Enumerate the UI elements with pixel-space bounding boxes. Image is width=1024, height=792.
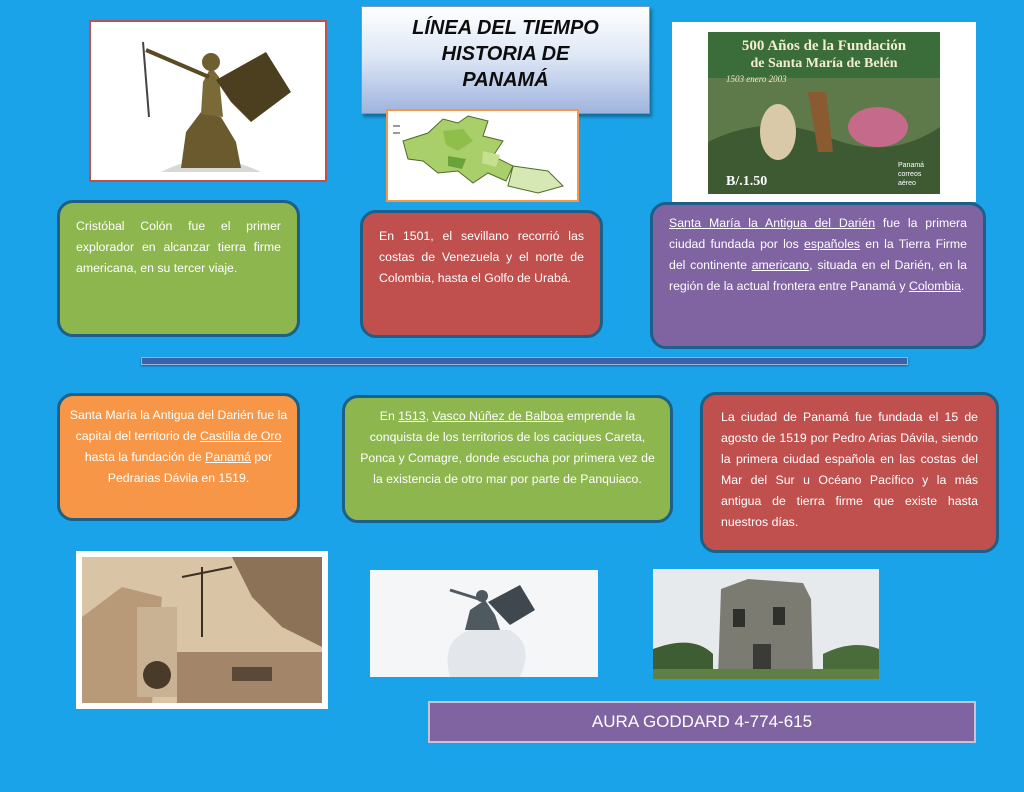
link-castilla-de-oro[interactable]: Castilla de Oro: [200, 429, 282, 443]
stamp-header-2: de Santa María de Belén: [750, 56, 898, 71]
link-espanoles[interactable]: españoles: [804, 237, 861, 251]
author-footer: [428, 701, 976, 743]
card-sevillano-text: En 1501, el sevillano recorrió las costas de Venezuela y el norte de Colombia, hasta el Golfo de Urabá.: [379, 229, 584, 285]
title-line-2: HISTORIA DE: [441, 43, 570, 65]
stamp-frame: [708, 32, 940, 194]
antigua-text-2: en la Tierra Firme del continente: [669, 237, 967, 272]
card-sevillano: [360, 210, 603, 338]
card-colon-text: Cristóbal Colón fue el primer explorador en alcanzar tierra firme americana, en su tercer viaje.: [76, 219, 281, 275]
card-ciudad: [700, 392, 999, 553]
card-colon: [57, 200, 300, 337]
antigua-text-1: fue la primera ciudad fundada por los: [669, 216, 967, 251]
balboa-text-0: En: [379, 409, 399, 423]
stamp-corner-2: correos: [898, 171, 922, 178]
timeline-divider: [141, 357, 908, 365]
card-antigua: [650, 202, 986, 349]
balboa-text-2: emprende la conquista de los territorios de los caciques Careta, Ponca y Comagre, donde escucha por primera vez de la existencia de otro mar por parte de Panquiaco.: [360, 409, 655, 486]
timeline-title: [361, 6, 650, 114]
link-1513[interactable]: 1513: [398, 409, 426, 423]
map-illustration: [388, 111, 577, 200]
stamp-corner-3: aéreo: [898, 180, 916, 187]
card-capital: [57, 393, 300, 521]
colon-statue-photo: [89, 20, 327, 182]
balboa-text-1: ,: [425, 409, 433, 423]
author-name: AURA GODDARD 4-774-615: [591, 712, 813, 731]
card-ciudad-text: La ciudad de Panamá fue fundada el 15 de agosto de 1519 por Pedro Arias Dávila, siendo la primera ciudad española en las costas del Mar del Sur u Océano Pacífico y la más antigua de tierra firme que existe hasta nuestros días.: [721, 410, 978, 529]
balboa-statue-photo: [370, 570, 598, 677]
stamp-date: 1503 enero 2003: [726, 74, 787, 84]
construction-illustration: [82, 557, 322, 703]
stamp-corner-1: Panamá: [898, 162, 925, 169]
capital-text-2: hasta la fundación de: [84, 450, 206, 464]
link-colombia[interactable]: Colombia: [908, 279, 961, 293]
balboa-statue-illustration: [370, 570, 598, 677]
map-panama-image: [386, 109, 579, 202]
link-santa-maria-antigua[interactable]: Santa María la Antigua del Darién: [669, 216, 876, 230]
title-line-1: LÍNEA DEL TIEMPO: [412, 17, 599, 39]
statue-illustration: [91, 22, 325, 180]
link-panama[interactable]: Panamá: [205, 450, 251, 464]
capital-text-1: Santa María la Antigua del Darién fue la capital del territorio de: [69, 408, 288, 443]
link-vasco-nunez-de-balboa[interactable]: Vasco Núñez de Balboa: [432, 409, 564, 423]
stamp-image: [672, 22, 976, 202]
ruins-tower-photo: [653, 569, 879, 679]
construction-photo: [76, 551, 328, 709]
ruins-illustration: [653, 569, 879, 679]
link-americano[interactable]: americano: [751, 258, 810, 272]
title-line-3: PANAMÁ: [462, 69, 549, 91]
card-balboa: [342, 395, 673, 523]
antigua-text-3: , situada en el Darién, en la región de la actual frontera entre Panamá y: [669, 258, 967, 293]
stamp-value: B/.1.50: [726, 174, 768, 189]
capital-text-3: por Pedrarias Dávila en 1519.: [107, 450, 273, 485]
antigua-text-4: .: [960, 279, 965, 293]
stamp-header-1: 500 Años de la Fundación: [741, 38, 907, 54]
